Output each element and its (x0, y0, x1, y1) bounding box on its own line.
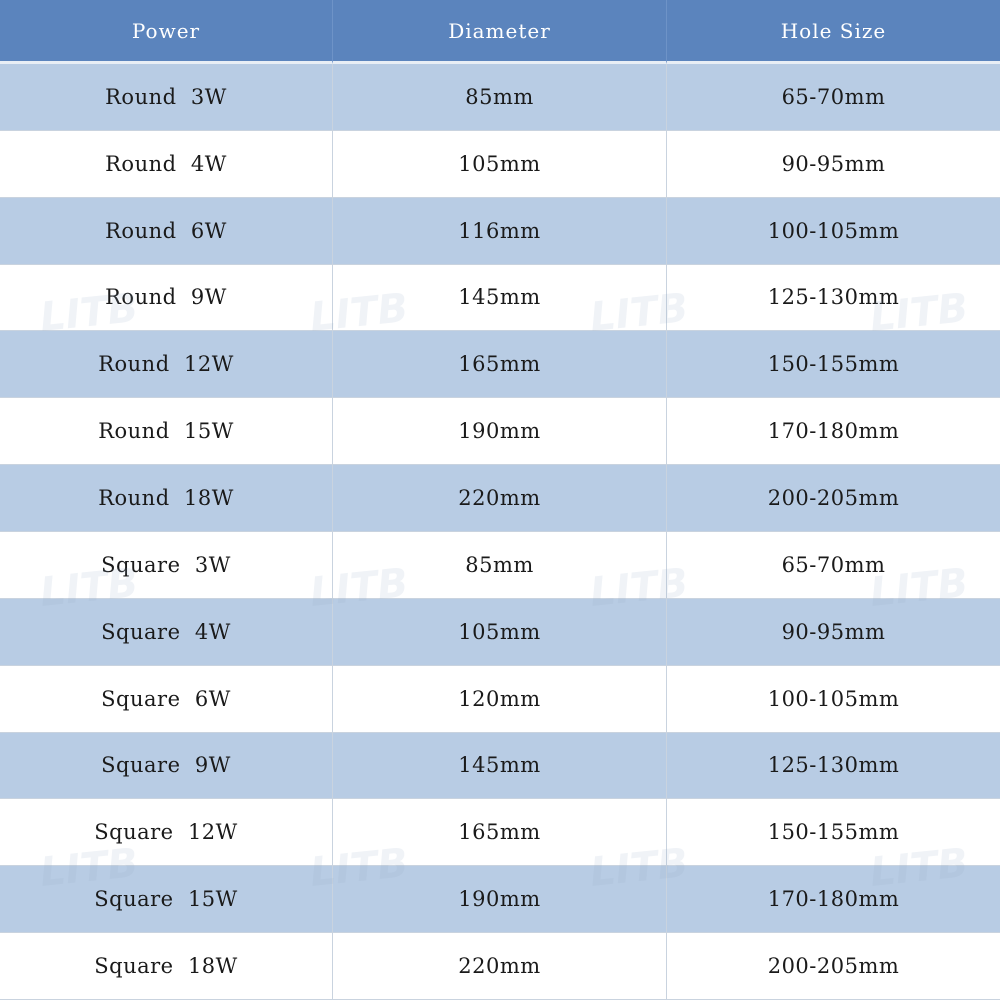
cell-power: Round 6W (0, 198, 333, 265)
cell-hole-size: 150-155mm (667, 331, 1000, 398)
cell-power: Round 12W (0, 331, 333, 398)
cell-diameter: 120mm (333, 666, 667, 733)
cell-hole-size: 170-180mm (667, 398, 1000, 465)
cell-power: Square 15W (0, 866, 333, 933)
cell-hole-size: 100-105mm (667, 198, 1000, 265)
header-diameter: Diameter (333, 0, 667, 64)
cell-power: Round 15W (0, 398, 333, 465)
cell-power: Square 6W (0, 666, 333, 733)
cell-power: Square 9W (0, 733, 333, 800)
cell-diameter: 85mm (333, 64, 667, 131)
cell-hole-size: 90-95mm (667, 599, 1000, 666)
cell-hole-size: 90-95mm (667, 131, 1000, 198)
cell-power: Square 3W (0, 532, 333, 599)
cell-power: Round 4W (0, 131, 333, 198)
cell-diameter: 190mm (333, 866, 667, 933)
cell-diameter: 105mm (333, 599, 667, 666)
cell-diameter: 190mm (333, 398, 667, 465)
cell-hole-size: 150-155mm (667, 799, 1000, 866)
cell-power: Round 9W (0, 265, 333, 332)
cell-power: Round 3W (0, 64, 333, 131)
cell-diameter: 220mm (333, 465, 667, 532)
cell-power: Square 18W (0, 933, 333, 1000)
cell-hole-size: 65-70mm (667, 532, 1000, 599)
cell-power: Square 12W (0, 799, 333, 866)
cell-diameter: 165mm (333, 331, 667, 398)
cell-hole-size: 200-205mm (667, 465, 1000, 532)
cell-power: Square 4W (0, 599, 333, 666)
cell-diameter: 145mm (333, 265, 667, 332)
cell-hole-size: 65-70mm (667, 64, 1000, 131)
cell-hole-size: 200-205mm (667, 933, 1000, 1000)
cell-diameter: 85mm (333, 532, 667, 599)
cell-diameter: 165mm (333, 799, 667, 866)
cell-diameter: 220mm (333, 933, 667, 1000)
header-power: Power (0, 0, 333, 64)
cell-hole-size: 100-105mm (667, 666, 1000, 733)
cell-power: Round 18W (0, 465, 333, 532)
cell-hole-size: 170-180mm (667, 866, 1000, 933)
cell-diameter: 145mm (333, 733, 667, 800)
cell-hole-size: 125-130mm (667, 733, 1000, 800)
header-hole-size: Hole Size (667, 0, 1000, 64)
cell-diameter: 116mm (333, 198, 667, 265)
cell-hole-size: 125-130mm (667, 265, 1000, 332)
cell-diameter: 105mm (333, 131, 667, 198)
